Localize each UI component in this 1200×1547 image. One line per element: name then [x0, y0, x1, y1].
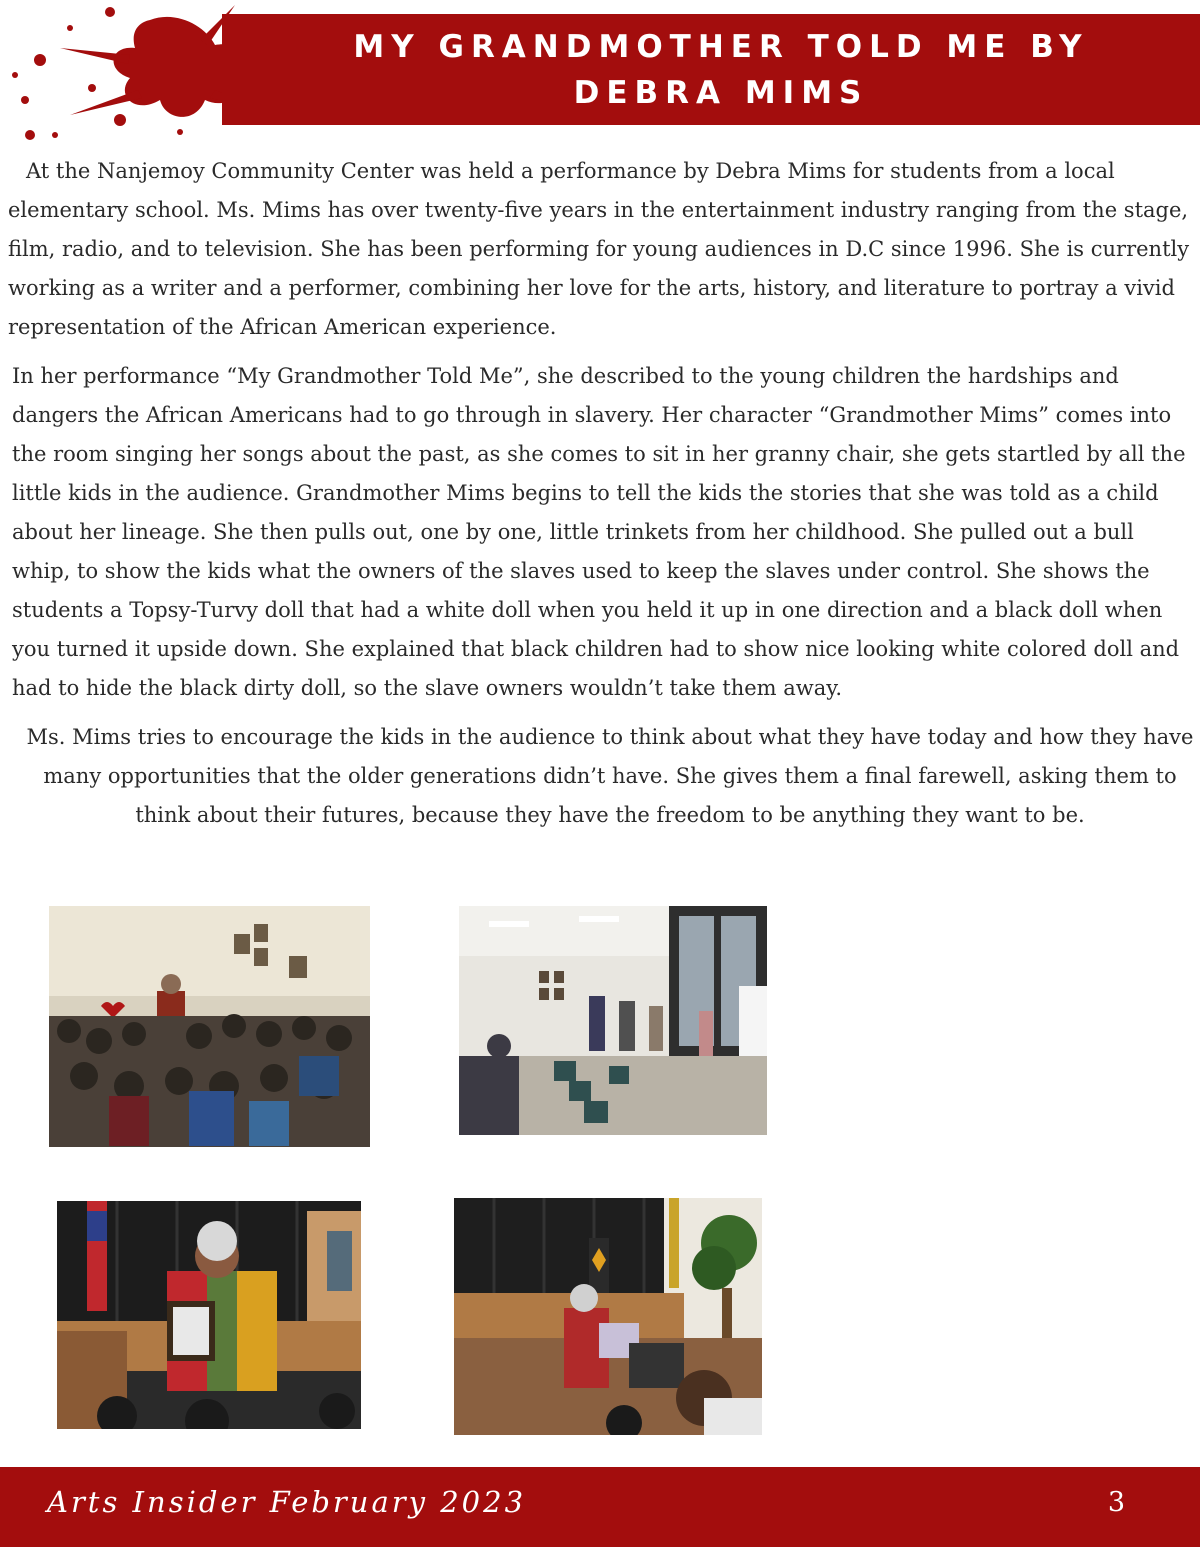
page-number: 3 — [1107, 1487, 1125, 1518]
article-paragraph-2: In her performance “My Grandmother Told Me”, she described to the young children the hardships and dangers the African Americans had to go through in slavery. Her character “Grandmother Mims” comes into the room singing her songs about the past, as she comes to sit in her granny chair, she gets startled by all the little kids in the audience. Grandmother Mims begins to tell the kids the stories that she was told as a child about her lineage. She then pulls out, one by one, little trinkets from her childhood. She pulled out a bull whip, to show the kids what the owners of the slaves used to keep the slaves under control. She shows the students a Topsy-Turvy doll that had a white doll when you held it up in one direction and a black doll when you turned it upside down. She explained that black children had to show nice looking white colored doll and had to hide the black dirty doll, so the slave owners wouldn’t take them away. — [12, 364, 1186, 700]
photo-performer-holding-picture — [57, 1201, 361, 1429]
photo-performer-seated — [454, 1198, 762, 1435]
article-paragraph-1: At the Nanjemoy Community Center was held a performance by Debra Mims for students from a local elementary school. Ms. Mims has over twenty-five years in the entertainment industry ranging from the stage, film, radio, and to television. She has been performing for young audiences in D.C since 1996. She is currently working as a writer and a performer, combining her love for the arts, history, and literature to portray a vivid representation of the African American experience. — [8, 159, 1190, 339]
title-banner — [222, 14, 1200, 125]
footer-bar — [0, 1467, 1200, 1547]
page-title: MY GRANDMOTHER TOLD ME BY DEBRA MIMS — [353, 28, 1089, 111]
footer-publication: Arts Insider February 2023 — [47, 1485, 527, 1519]
photo-audience — [49, 906, 370, 1147]
photo-room-chairs — [459, 906, 767, 1135]
article-paragraph-3: Ms. Mims tries to encourage the kids in the audience to think about what they have today and how they have many opportunities that the older generations didn’t have. She gives them a final farewell, asking them to think about their futures, because they have the freedom to be anything they want to be. — [26, 725, 1194, 827]
article-body — [8, 152, 1198, 835]
